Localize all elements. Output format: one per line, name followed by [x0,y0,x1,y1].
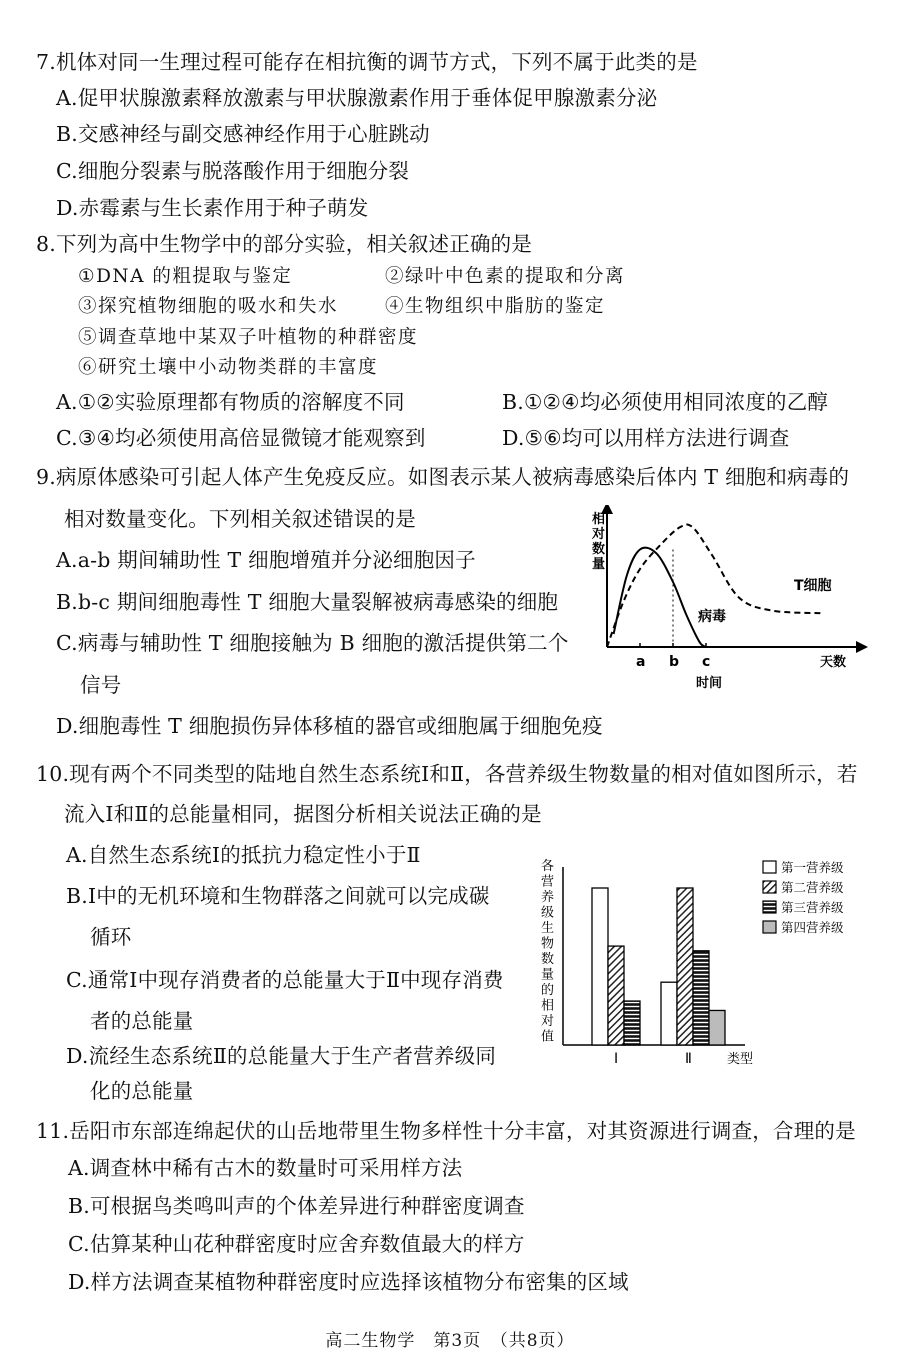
y-label-char: 各 [541,859,555,874]
q9-stem-line1: 9.病原体感染可引起人体产生免疫反应。如图表示某人被病毒感染后体内 T 细胞和病毒的 [36,465,850,489]
q11-option-d: D.样方法调查某植物种群密度时应选择该植物分布密集的区域 [68,1270,629,1294]
y-axis-label [541,858,554,1045]
tcell-curve [607,524,822,647]
q10-option-b: B.Ⅰ中的无机环境和生物群落之间就可以完成碳 [66,884,490,908]
y-label-char: 养 [541,890,555,905]
q10-option-c-cont: 者的总能量 [90,1009,194,1033]
q9-stem-line2: 相对数量变化。下列相关叙述错误的是 [64,507,416,531]
q8-option-b: B.①②④均必须使用相同浓度的乙醇 [502,390,829,414]
q11-option-c: C.估算某种山花种群密度时应舍弃数值最大的样方 [68,1232,525,1256]
q10-stem-line1: 10.现有两个不同类型的陆地自然生态系统Ⅰ和Ⅱ，各营养级生物数量的相对值如图所示，若 [36,762,858,786]
q8-option-a: A.①②实验原理都有物质的溶解度不同 [56,390,405,414]
q8-item-4: ④生物组织中脂肪的鉴定 [385,296,606,317]
x-tick-label: a [636,654,646,670]
q8-item-6: ⑥研究土壤中小动物类群的丰富度 [78,357,379,378]
legend-label: 第一营养级 [781,860,844,875]
tcell-label: T细胞 [794,578,832,594]
legend-swatch [763,881,776,893]
bar-1-3 [624,1001,640,1045]
q10-option-b-cont: 循环 [90,925,132,949]
q8-item-5: ⑤调查草地中某双子叶植物的种群密度 [78,327,419,348]
bar-1-2 [608,946,624,1045]
bar-1-1 [592,888,608,1045]
y-label-char: 物 [541,936,555,952]
q10-option-d-cont: 化的总能量 [90,1079,194,1103]
legend-label: 第二营养级 [781,880,844,895]
x-axis-label-right: 天数 [820,655,847,670]
legend-swatch [763,901,776,913]
q8-item-1: ①DNA 的粗提取与鉴定 [78,266,293,287]
bar-2-4 [709,1010,725,1045]
y-label-char: 生 [541,921,555,936]
y-label-char: 相 [541,998,555,1014]
q9-option-c-cont: 信号 [80,673,122,697]
q7-option-a: A.促甲状腺激素释放激素与甲状腺激素作用于垂体促甲腺激素分泌 [56,86,658,110]
page-footer: 高二生物学 第3页 （共8页） [325,1331,575,1351]
q11-stem: 11.岳阳市东部连绵起伏的山岳地带里生物多样性十分丰富，对其资源进行调查，合理的是 [36,1119,856,1143]
q10-option-c: C.通常Ⅰ中现存消费者的总能量大于Ⅱ中现存消费 [66,968,504,992]
y-label-char: 值 [541,1029,555,1045]
q10-option-a: A.自然生态系统Ⅰ的抵抗力稳定性小于Ⅱ [66,843,421,867]
q8-stem: 8.下列为高中生物学中的部分实验，相关叙述正确的是 [36,232,533,256]
category-label: Ⅰ [614,1051,619,1067]
x-axis-label: 类型 [727,1052,754,1067]
legend-label: 第三营养级 [781,900,844,915]
q10-stem-line2: 流入Ⅰ和Ⅱ的总能量相同，据图分析相关说法正确的是 [64,802,542,826]
q9-option-c: C.病毒与辅助性 T 细胞接触为 B 细胞的激活提供第二个 [56,631,569,655]
q9-option-d: D.细胞毒性 T 细胞损伤异体移植的器官或细胞属于细胞免疫 [56,714,603,738]
y-label-char: 对 [541,1014,555,1029]
legend [763,860,844,935]
y-label-char: 相 [592,512,606,527]
legend-swatch [763,861,776,873]
x-tick-label: c [702,654,711,670]
q9-option-a: A.a-b 期间辅助性 T 细胞增殖并分泌细胞因子 [56,548,476,572]
q8-option-c: C.③④均必须使用高倍显微镜才能观察到 [56,426,426,450]
y-label-char: 数 [541,952,555,967]
q11-option-b: B.可根据鸟类鸣叫声的个体差异进行种群密度调查 [68,1194,525,1218]
bar-2-1 [661,982,677,1045]
virus-label: 病毒 [698,609,726,625]
q10-option-d: D.流经生态系统Ⅱ的总能量大于生产者营养级同 [66,1044,497,1068]
q7-option-b: B.交感神经与副交感神经作用于心脏跳动 [56,122,430,146]
y-axis-label [591,511,605,572]
q8-item-3: ③探究植物细胞的吸水和失水 [78,296,339,317]
trophic-level-chart [535,855,865,1075]
y-label-char: 级 [541,905,555,921]
q9-option-b: B.b-c 期间细胞毒性 T 细胞大量裂解被病毒感染的细胞 [56,590,559,614]
y-label-char: 营 [541,874,555,890]
y-label-char: 量 [541,967,555,983]
x-axis-label-below: 时间 [696,676,723,691]
y-label-char: 量 [592,557,606,572]
bar-2-3 [693,951,709,1045]
q8-item-2: ②绿叶中色素的提取和分离 [385,266,626,287]
x-tick-label: b [669,654,680,670]
q8-option-d: D.⑤⑥均可以用样方法进行调查 [502,426,790,450]
virus-curve [614,548,706,647]
q11-option-a: A.调查林中稀有古木的数量时可采用样方法 [68,1156,463,1180]
y-label-char: 数 [592,542,606,557]
y-label-char: 的 [541,983,555,998]
bar-2-2 [677,888,693,1045]
category-label: Ⅱ [685,1051,692,1067]
q7-option-c: C.细胞分裂素与脱落酸作用于细胞分裂 [56,159,410,183]
q7-option-d: D.赤霉素与生长素作用于种子萌发 [56,196,369,220]
q7-stem: 7.机体对同一生理过程可能存在相抗衡的调节方式，下列不属于此类的是 [36,50,698,74]
legend-swatch [763,921,776,933]
legend-label: 第四营养级 [781,920,844,935]
tcell-virus-chart [580,505,880,700]
y-label-char: 对 [592,527,606,542]
